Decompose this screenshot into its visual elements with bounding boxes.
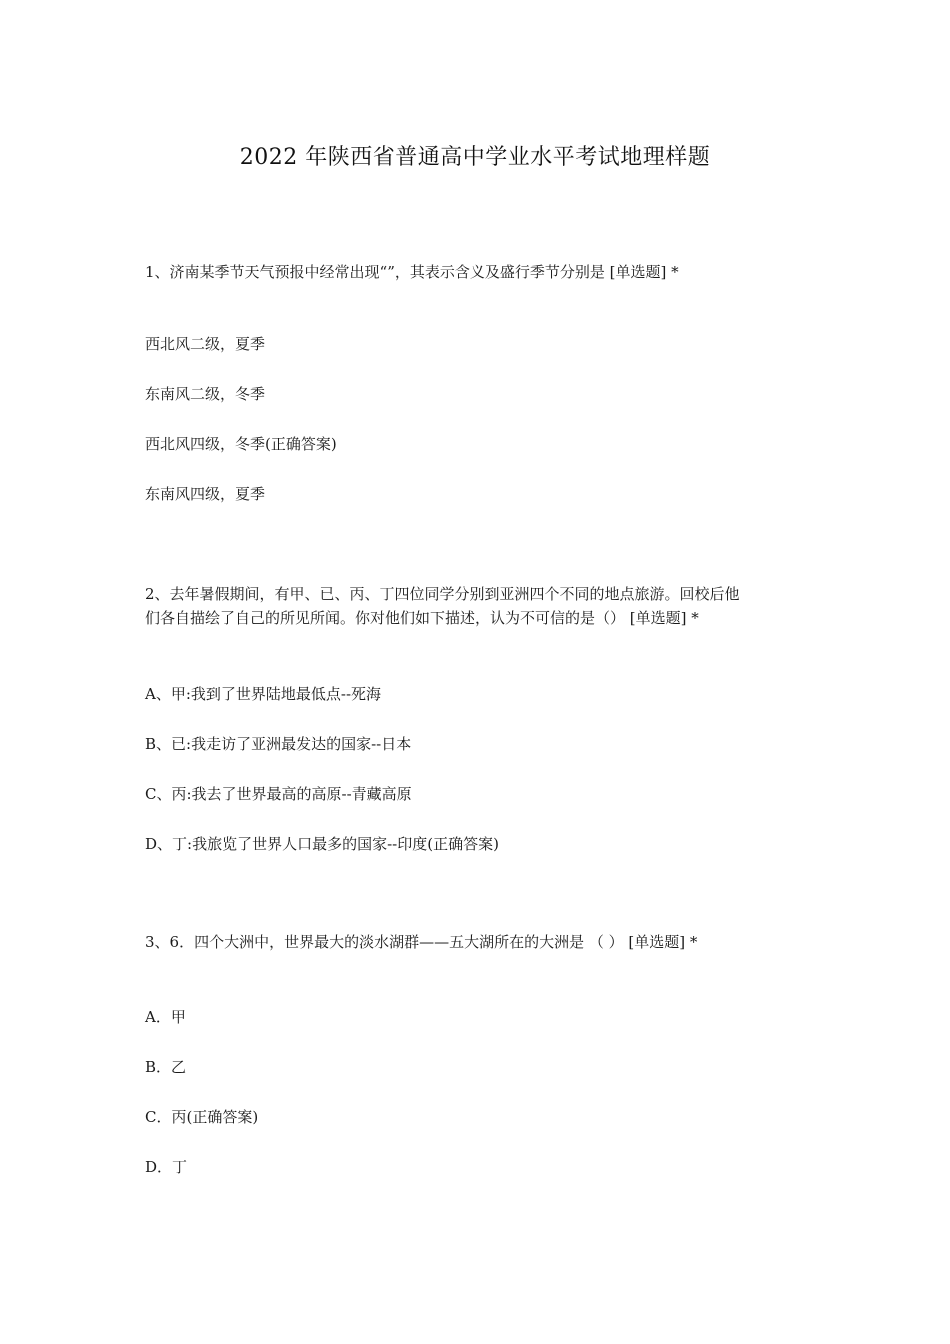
question-stem: 1、济南某季节天气预报中经常出现“”，其表示含义及盛行季节分别是 [单选题] * [145,263,679,281]
question-stem: 3、6．四个大洲中，世界最大的淡水湖群——五大湖所在的大洲是 （ ） [单选题] * [145,933,698,951]
document-title: 2022 年陕西省普通高中学业水平考试地理样题 [239,145,711,170]
question-stem: 2、去年暑假期间，有甲、已、丙、丁四位同学分别到亚洲四个不同的地点旅游。回校后他 [145,585,740,603]
option-item[interactable]: B、已:我走访了亚洲最发达的国家--日本 [145,735,412,753]
option-item[interactable]: D．丁 [145,1158,188,1176]
option-item[interactable]: 西北风二级，夏季 [145,335,266,353]
option-item[interactable]: A、甲:我到了世界陆地最低点--死海 [145,685,382,703]
question-stem: 们各自描绘了自己的所见所闻。你对他们如下描述，认为不可信的是（） [单选题] * [145,609,699,627]
option-item[interactable]: D、丁:我旅览了世界人口最多的国家--印度(正确答案) [145,835,499,853]
option-item[interactable]: 东南风二级，冬季 [145,385,266,403]
option-item[interactable]: C、丙:我去了世界最高的高原--青藏高原 [145,785,412,803]
option-item[interactable]: B．乙 [145,1058,187,1076]
option-item[interactable]: 西北风四级，冬季(正确答案) [145,435,337,453]
option-item[interactable]: A．甲 [145,1008,186,1026]
option-item[interactable]: C．丙(正确答案) [145,1108,259,1126]
option-item[interactable]: 东南风四级，夏季 [145,485,266,503]
